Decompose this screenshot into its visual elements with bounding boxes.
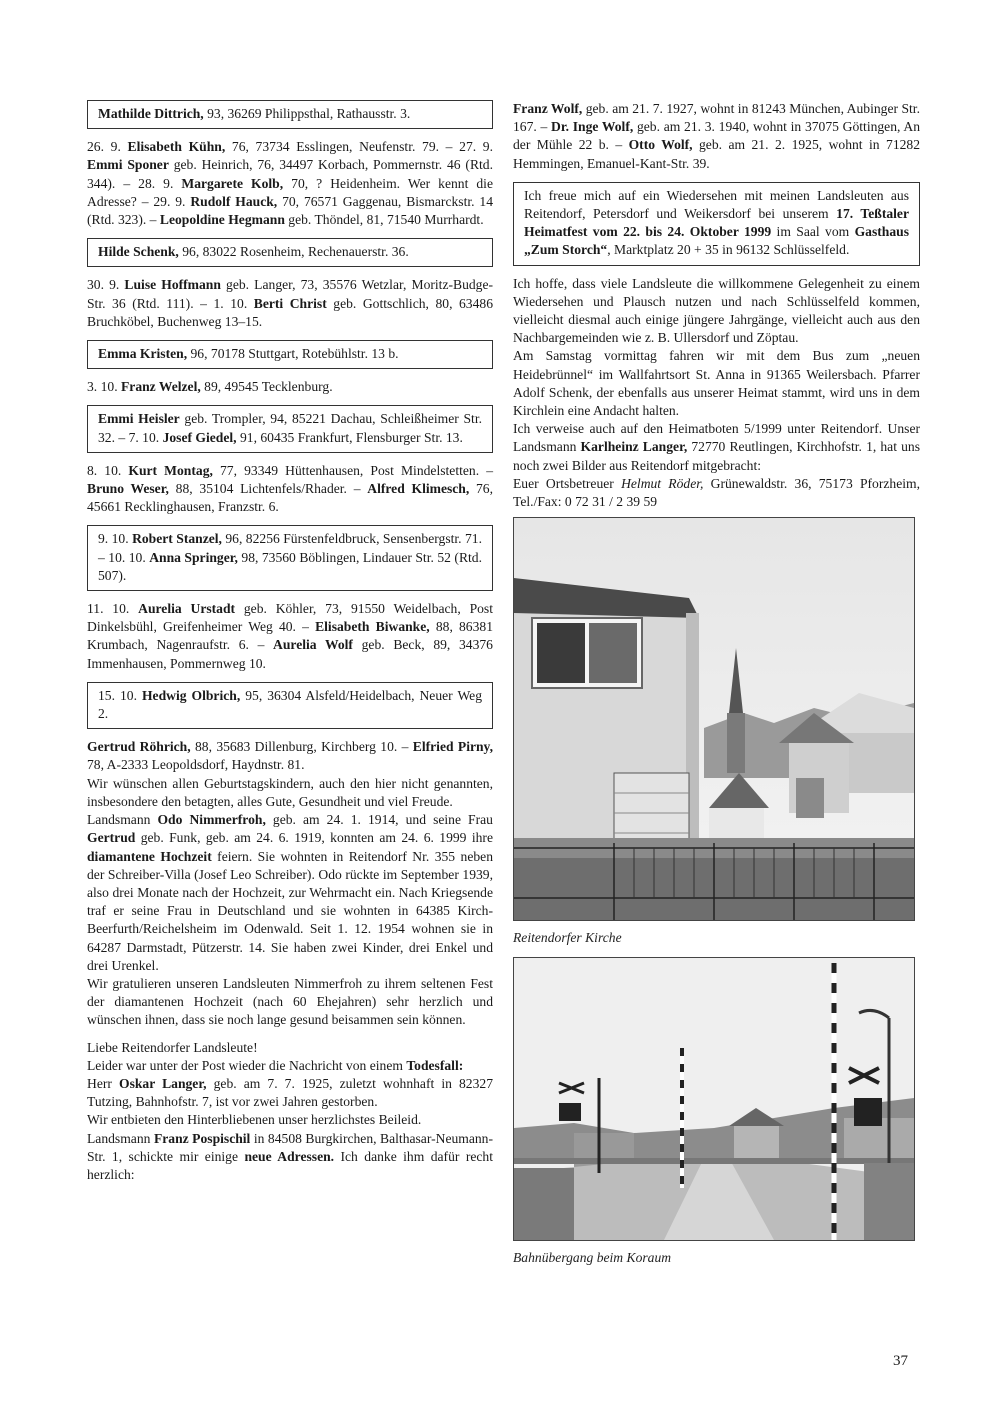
wishes-paragraph: Wir wünschen allen Geburtstagskindern, auch den hier nicht genannten, insbesondere den betagten, alles Gute, Gesundheit und viel Freude. — [87, 775, 493, 809]
birthday-list: Gertrud Röhrich, 88, 35683 Dillenburg, Kirchberg 10. – Elfried Pirny, 78, A-2333 Leopoldsdorf, Haydnstr. 81. — [87, 739, 494, 773]
congratulation-paragraph: Wir gratulieren unseren Landsleuten Nimmerfroh zu ihrem seltenen Fest der diamantenen Hochzeit (nach 60 Ehejahren) sehr herzlich und wünschen ihnen, dass sie noch lange gesund beisammen sein können. — [87, 975, 493, 1028]
church-photo — [513, 517, 915, 921]
obituary-intro: Leider war unter der Post wieder die Nachricht von einem Todesfall: — [87, 1057, 464, 1073]
railway-crossing-photo — [513, 957, 915, 1241]
birthday-box: Mathilde Dittrich, 93, 36269 Philippsthal, Rathausstr. 3. — [87, 100, 493, 129]
anniversary-paragraph: Landsmann Odo Nimmerfroh, geb. am 24. 1. 1914, und seine Frau Gertrud geb. Funk, geb. am 24. 6. 1919, konnten am 24. 6. 1999 ihre diamantene Hochzeit feiern. Sie wohnten in Reitendorf Nr. 355 neben der Schreiber-Villa (Josef Leo Schreiber). Odo rückte im September 1939, also drei Monate nach der Hochzeit, zur Wehrmacht ein. Nach Kriegsende traf er seine Frau in Deutschland und sie wohnten in 64385 Kirch-Beerfurth/Reichelsheim im Odenwald. Seit 1. 12. 1954 wohnen sie in 64287 Darmstadt, Pützerstr. 14. Sie haben zwei Kinder, drei Enkel und drei Urenkel. — [87, 812, 493, 973]
signature-paragraph: Euer Ortsbetreuer Helmut Röder, Grünewaldstr. 36, 75173 Pforzheim, Tel./Fax: 0 72 31 / 2 39 59 — [513, 475, 920, 510]
condolence-line: Wir entbieten den Hinterbliebenen unser herzlichstes Beileid. — [87, 1112, 422, 1128]
birthday-list: 11. 10. Aurelia Urstadt geb. Köhler, 73, 91550 Weidelbach, Post Dinkelsbühl, Greifenheimer Weg 40. – Elisabeth Biwanke, 88, 86381 Krumbach, Nagenraufstr. 6. – Aurelia Wolf geb. Beck, 89, 34376 Immenhausen, Pommernweg 10. — [87, 601, 493, 671]
invitation-paragraph: Ich hoffe, dass viele Landsleute die willkommene Gelegenheit zu einem Wiedersehen und Plausch nutzen und nach Schlüsselfeld kommen, vielleicht diesmal auch einige jüngere Jahrgänge, vielleicht auch aus den Nachbargemeinden wie z. B. Ullersdorf und Zöptau. — [513, 275, 920, 346]
birthday-box: Hilde Schenk, 96, 83022 Rosenheim, Rechenauerstr. 36. — [87, 238, 493, 267]
birthday-box: Emma Kristen, 96, 70178 Stuttgart, Rotebühlstr. 13 b. — [87, 340, 493, 369]
right-column — [513, 100, 920, 1278]
birthday-list: 30. 9. Luise Hoffmann geb. Langer, 73, 35576 Wetzlar, Moritz-Budge-Str. 36 (Rtd. 111). – 1. 10. Berti Christ geb. Gottschlich, 80, 63486 Bruchköbel, Buchenweg 13–15. — [87, 277, 494, 329]
festival-box: Ich freue mich auf ein Wiedersehen mit meinen Landsleuten aus Reitendorf, Petersdorf und Weikersdorf bei unserem 17. Teßtaler Heimatfest vom 22. bis 24. Oktober 1999 im Saal vom Gasthaus „Zum Storch“, Marktplatz 20 + 35 in 96132 Schlüsselfeld. — [513, 182, 920, 266]
reference-paragraph: Ich verweise auch auf den Heimatboten 5/1999 unter Reitendorf. Unser Landsmann Karlheinz Langer, 72770 Reutlingen, Kirchhofstr. 1, hat uns noch zwei Bilder aus Reitendorf mitgebracht: — [513, 421, 920, 473]
birthday-box: 15. 10. Hedwig Olbrich, 95, 36304 Alsfeld/Heidelbach, Neuer Weg 2. — [87, 682, 493, 729]
left-column — [87, 100, 493, 1184]
railway-photo-caption: Bahnübergang beim Koraum — [513, 1250, 672, 1266]
birthday-box: 9. 10. Robert Stanzel, 96, 82256 Fürstenfeldbruck, Sensenbergstr. 71. – 10. 10. Anna Springer, 98, 73560 Böblingen, Lindauer Str. 52 (Rtd. 507). — [87, 525, 493, 591]
new-addresses-paragraph: Landsmann Franz Pospischil in 84508 Burgkirchen, Balthasar-Neumann-Str. 1, schickte mir einige neue Adressen. Ich danke ihm dafür recht herzlich: — [87, 1130, 493, 1182]
birthday-list: 3. 10. Franz Welzel, 89, 49545 Tecklenburg. — [87, 379, 333, 395]
page-number: 37 — [893, 1353, 908, 1369]
birthday-list: 26. 9. Elisabeth Kühn, 76, 73734 Esslingen, Neufenstr. 79. – 27. 9. Emmi Sponer geb. Heinrich, 76, 34497 Korbach, Pommernstr. 46 (Rtd. 344). – 28. 9. Margarete Kolb, 70, ? Heidenheim. Wer kennt die Adresse? – 29. 9. Rudolf Hauck, 70, 76571 Gaggenau, Bismarckstr. 14 (Rtd. 323). – Leopoldine Hegmann geb. Thöndel, 81, 71540 Murrhardt. — [87, 139, 494, 228]
address-list: Franz Wolf, geb. am 21. 7. 1927, wohnt in 81243 München, Aubinger Str. 167. – Dr. Inge Wolf, geb. am 21. 3. 1940, wohnt in 37075 Göttingen, An der Mühle 22 b. – Otto Wolf, geb. am 21. 2. 1925, wohnt in 71282 Hemmingen, Emanuel-Kant-Str. 39. — [513, 101, 921, 171]
church-photo-caption: Reitendorfer Kirche — [513, 930, 622, 946]
birthday-list: 8. 10. Kurt Montag, 77, 93349 Hüttenhausen, Post Mindelstetten. – Bruno Weser, 88, 35104 Lichtenfels/Rhader. – Alfred Klimesch, 76, 45661 Recklinghausen, Franzstr. 6. — [87, 462, 494, 515]
bus-trip-paragraph: Am Samstag vormittag fahren wir mit dem Bus zum „neuen Heidebrünnel“ im Wallfahrtsort St. Anna in 91365 Weilersbach. Pfarrer Adolf Schenk, der ebenfalls aus unserer Heimat stammt, wird uns in dem Kirchlein eine Andacht halten. — [513, 348, 920, 419]
birthday-box: Emmi Heisler geb. Trompler, 94, 85221 Dachau, Schleißheimer Str. 32. – 7. 10. Josef Giedel, 91, 60435 Frankfurt, Flensburger Str. 13. — [87, 405, 493, 452]
greeting-line: Liebe Reitendorfer Landsleute! — [87, 1039, 258, 1055]
obituary-paragraph: Herr Oskar Langer, geb. am 7. 7. 1925, zuletzt wohnhaft in 82327 Tutzing, Bahnhofstr. 7, ist vor zwei Jahren gestorben. — [87, 1075, 493, 1110]
